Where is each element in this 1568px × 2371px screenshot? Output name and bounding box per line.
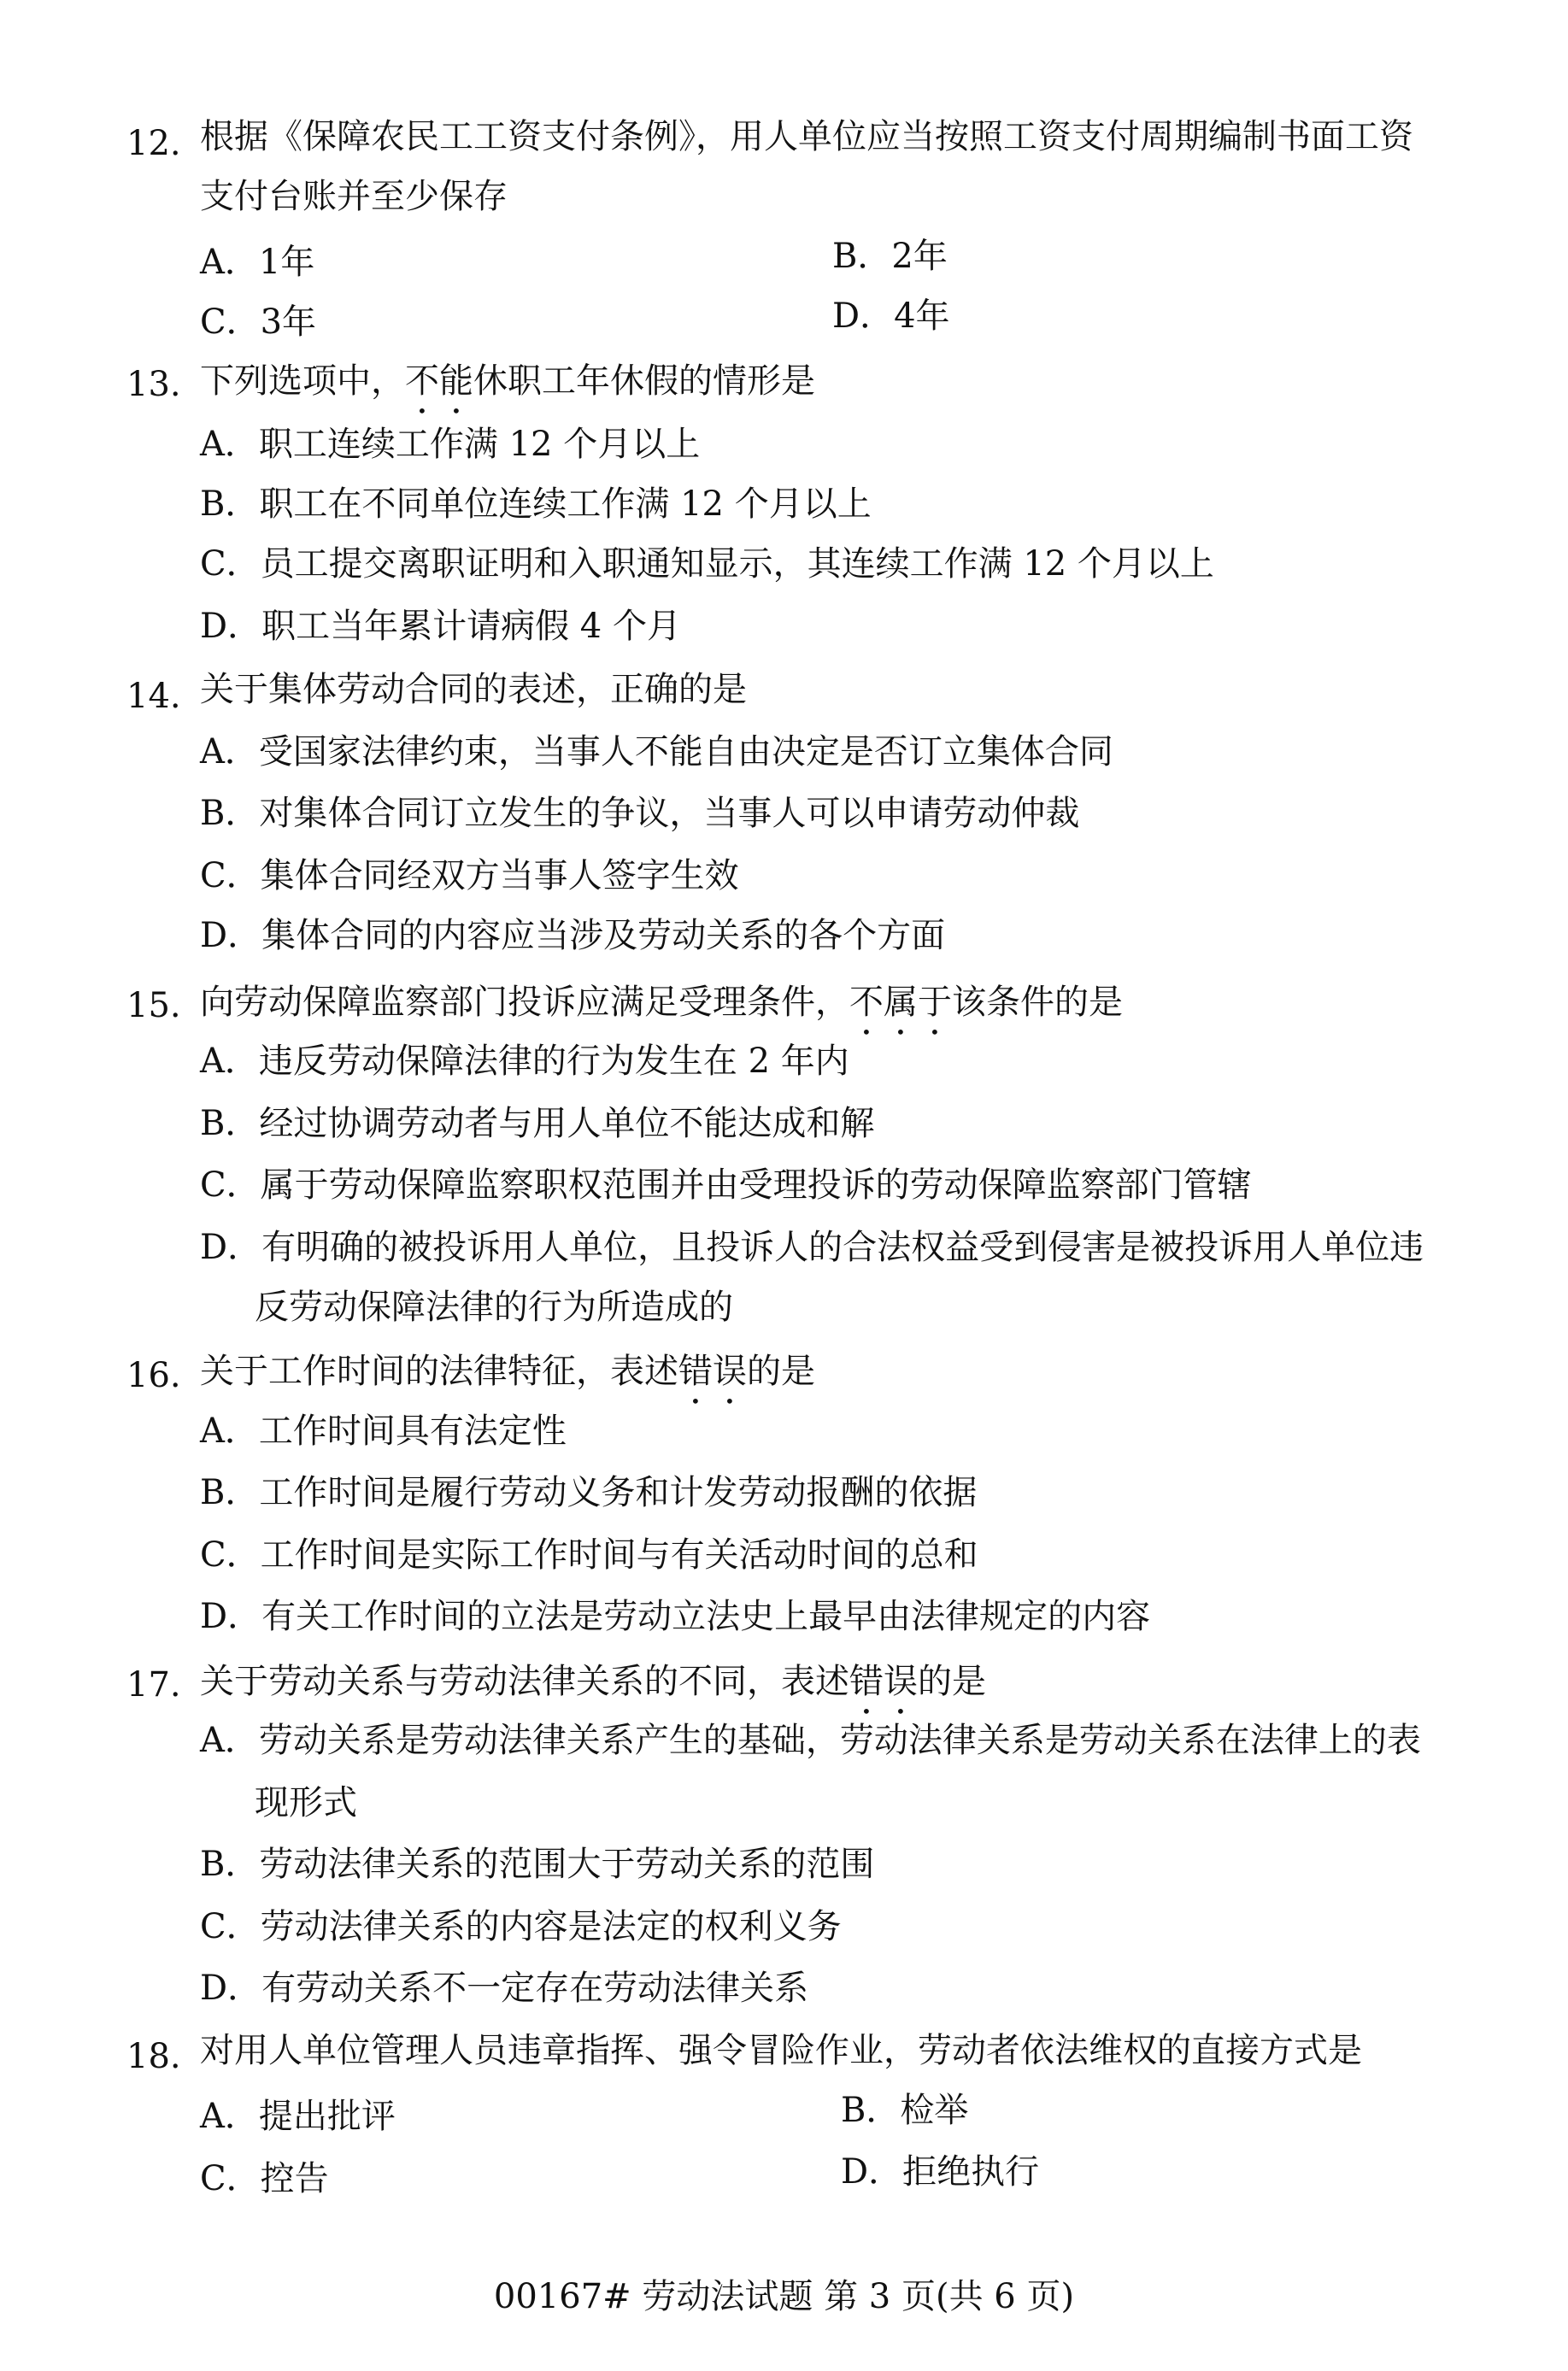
question-number: 14. — [126, 677, 181, 716]
option-a: A．1年 — [200, 243, 315, 282]
option-d: D．4年 — [832, 296, 950, 336]
question-number: 15. — [126, 986, 181, 1025]
option-a-cont: 现形式 — [255, 1783, 357, 1822]
option-b: B．2年 — [832, 237, 948, 276]
question-stem: 关于集体劳动合同的表述，正确的是 — [200, 670, 747, 709]
page-footer: 00167# 劳动法试题 第 3 页(共 6 页) — [493, 2277, 1075, 2316]
option-b: B．检举 — [841, 2091, 969, 2130]
option-a: A．工作时间具有法定性 — [200, 1411, 567, 1451]
option-a: A．劳动关系是劳动法律关系产生的基础，劳动法律关系是劳动关系在法律上的表 — [200, 1721, 1421, 1760]
question-stem-cont: 支付台账并至少保存 — [200, 177, 508, 216]
option-a: A．违反劳动保障法律的行为发生在 2 年内 — [200, 1042, 849, 1081]
question-stem: 对用人单位管理人员违章指挥、强令冒险作业，劳动者依法维权的直接方式是 — [200, 2031, 1362, 2070]
option-d: D．有关工作时间的立法是劳动立法史上最早由法律规定的内容 — [200, 1597, 1151, 1636]
question-stem — [200, 983, 1123, 1042]
option-c: C．控告 — [200, 2159, 329, 2198]
option-b: B．职工在不同单位连续工作满 12 个月以上 — [200, 484, 872, 524]
stem-emphasis: 不属于 — [849, 983, 952, 1022]
option-a: A．受国家法律约束，当事人不能自由决定是否订立集体合同 — [200, 732, 1113, 772]
option-d: D．职工当年累计请病假 4 个月 — [200, 607, 681, 646]
option-a: A．职工连续工作满 12 个月以上 — [200, 425, 701, 464]
option-d: D．有劳动关系不一定存在劳动法律关系 — [200, 1969, 809, 2008]
option-c: C．工作时间是实际工作时间与有关活动时间的总和 — [200, 1535, 978, 1575]
stem-text: 该条件的是 — [952, 983, 1123, 1022]
stem-text: 的是 — [918, 1662, 986, 1701]
option-d: D．有明确的被投诉用人单位，且投诉人的合法权益受到侵害是被投诉用人单位违 — [200, 1228, 1424, 1267]
option-c: C．员工提交离职证明和入职通知显示，其连续工作满 12 个月以上 — [200, 544, 1214, 584]
question-number: 18. — [126, 2037, 181, 2076]
stem-text: 下列选项中， — [200, 361, 405, 401]
option-b: B．经过协调劳动者与用人单位不能达成和解 — [200, 1104, 875, 1143]
option-d: D．拒绝执行 — [841, 2152, 1040, 2192]
option-b: B．劳动法律关系的范围大于劳动关系的范围 — [200, 1845, 875, 1884]
stem-emphasis: 错误 — [678, 1352, 747, 1391]
stem-text: 向劳动保障监察部门投诉应满足受理条件， — [200, 983, 849, 1022]
question-number: 13. — [126, 365, 181, 404]
question-stem: 根据《保障农民工工资支付条例》，用人单位应当按照工资支付周期编制书面工资 — [200, 117, 1413, 156]
option-b: B．工作时间是履行劳动义务和计发劳动报酬的依据 — [200, 1473, 978, 1512]
stem-emphasis: 不能 — [405, 361, 473, 401]
option-d-cont: 反劳动保障法律的行为所造成的 — [255, 1288, 733, 1327]
option-c: C．属于劳动保障监察职权范围并由受理投诉的劳动保障监察部门管辖 — [200, 1165, 1252, 1205]
option-b: B．对集体合同订立发生的争议，当事人可以申请劳动仲裁 — [200, 794, 1080, 833]
stem-text: 关于工作时间的法律特征，表述 — [200, 1352, 678, 1391]
stem-text: 的是 — [747, 1352, 815, 1391]
option-c: C．劳动法律关系的内容是法定的权利义务 — [200, 1907, 842, 1946]
question-number: 16. — [126, 1356, 181, 1395]
option-d: D．集体合同的内容应当涉及劳动关系的各个方面 — [200, 916, 946, 955]
question-stem — [200, 1352, 815, 1411]
question-stem — [200, 1662, 986, 1722]
stem-text: 休职工年休假的情形是 — [473, 361, 815, 401]
option-c: C．3年 — [200, 302, 317, 342]
stem-text: 关于劳动关系与劳动法律关系的不同，表述 — [200, 1662, 849, 1701]
question-number: 17. — [126, 1665, 181, 1705]
question-stem — [200, 361, 815, 421]
option-c: C．集体合同经双方当事人签字生效 — [200, 856, 739, 895]
question-number: 12. — [126, 124, 181, 163]
option-a: A．提出批评 — [200, 2097, 396, 2136]
stem-emphasis: 错误 — [849, 1662, 918, 1701]
